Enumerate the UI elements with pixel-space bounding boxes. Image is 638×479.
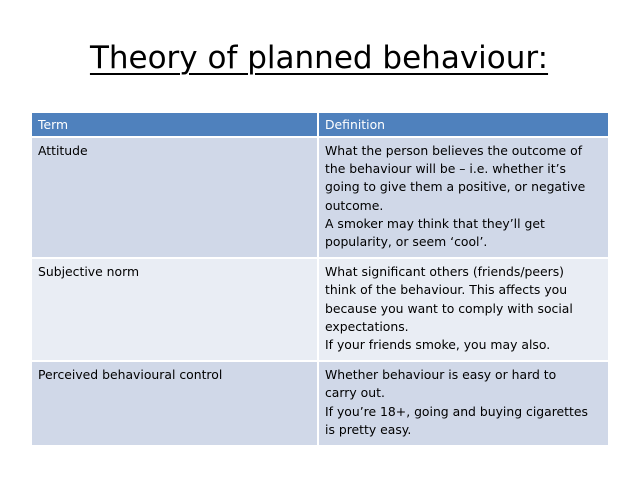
- definition-line: popularity, or seem ‘cool’.: [325, 234, 488, 250]
- definition-line: expectations.: [325, 318, 409, 334]
- definition-line: If you’re 18+, going and buying cigarettes: [325, 403, 588, 419]
- table-row: [32, 137, 608, 258]
- term-cell: [32, 258, 318, 361]
- definition-line: What significant others (friends/peers): [325, 264, 565, 280]
- term-text: Subjective norm: [38, 264, 140, 280]
- definition-cell: [318, 361, 608, 446]
- table-row: [32, 361, 608, 446]
- definition-line: carry out.: [325, 385, 385, 401]
- definition-line: Whether behaviour is easy or hard to: [325, 367, 557, 383]
- definition-cell: [318, 137, 608, 258]
- header-term: Term: [32, 113, 318, 137]
- table-row: [32, 258, 608, 361]
- definition-line: the behaviour will be – i.e. whether it’s: [325, 161, 566, 177]
- table-header-row: [32, 113, 608, 137]
- term-text: Attitude: [38, 143, 88, 158]
- definition-line: If your friends smoke, you may also.: [325, 337, 551, 353]
- term-cell: [32, 361, 318, 446]
- term-text: Perceived behavioural control: [38, 367, 223, 383]
- definitions-table: [32, 113, 608, 447]
- definition-line: because you want to comply with social: [325, 300, 573, 316]
- definition-line: think of the behaviour. This affects you: [325, 282, 568, 298]
- header-definition: Definition: [318, 113, 608, 137]
- slide-title-text: Theory of planned behaviour:: [89, 40, 549, 76]
- definition-line: What the person believes the outcome of: [325, 143, 583, 158]
- definition-cell: [318, 258, 608, 361]
- definition-line: A smoker may think that they’ll get: [325, 215, 545, 231]
- definition-line: outcome.: [325, 197, 384, 213]
- definition-line: going to give them a positive, or negative: [325, 179, 586, 195]
- definition-line: is pretty easy.: [325, 421, 412, 437]
- term-cell: [32, 137, 318, 258]
- slide-title: [0, 38, 638, 78]
